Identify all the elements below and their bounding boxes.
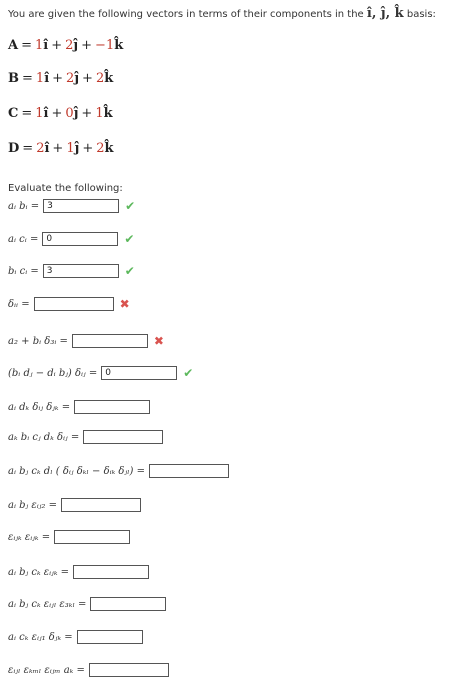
vector-eq: = xyxy=(21,38,32,53)
question-row xyxy=(8,264,135,278)
question-expression: aᵢ bᵢ = xyxy=(8,200,40,212)
vector-coef: 1 xyxy=(95,106,104,121)
vector-name: C xyxy=(8,106,19,121)
cross-icon: ✖ xyxy=(119,297,130,311)
question-row xyxy=(8,334,164,348)
basis-symbols: î, ĵ, k̂ xyxy=(366,6,404,21)
answer-input[interactable] xyxy=(73,565,149,579)
answer-input[interactable] xyxy=(74,400,150,414)
vector-coef: 2 xyxy=(66,71,75,86)
vector-c xyxy=(8,106,113,121)
question-expression: aᵢ bⱼ cₖ εᵢⱼₗ ε₃ₖₗ = xyxy=(8,598,87,610)
vector-coef: −1 xyxy=(95,38,115,53)
evaluate-label: Evaluate the following: xyxy=(8,183,123,194)
check-icon: ✔ xyxy=(124,264,135,278)
question-expression: aᵢ cᵢ = xyxy=(8,233,39,245)
intro-sentence: You are given the following vectors in terms of their components in the xyxy=(8,9,364,20)
question-row xyxy=(8,430,163,444)
answer-input[interactable] xyxy=(72,334,148,348)
vector-coef: 1 xyxy=(35,38,44,53)
vector-op: + xyxy=(81,106,93,121)
question-expression: aₖ bᵢ cⱼ dₖ δᵢⱼ = xyxy=(8,431,80,443)
answer-input[interactable] xyxy=(83,430,163,444)
vector-unit: k̂ xyxy=(104,71,114,86)
answer-input[interactable] xyxy=(77,630,143,644)
answer-input[interactable] xyxy=(89,663,169,677)
question-expression: εᵢⱼₖ εᵢⱼₖ = xyxy=(8,531,51,543)
vector-eq: = xyxy=(22,71,33,86)
vector-unit: k̂ xyxy=(103,106,113,121)
question-row xyxy=(8,297,130,311)
question-row xyxy=(8,366,193,380)
vector-eq: = xyxy=(21,106,33,121)
vector-op: + xyxy=(52,141,64,156)
intro-text xyxy=(8,6,436,21)
question-row xyxy=(8,597,166,611)
answer-input[interactable]: 3 xyxy=(43,264,119,278)
question-expression: εᵢⱼₗ εₖₘₗ εᵢⱼₘ aₖ = xyxy=(8,664,85,676)
answer-input[interactable] xyxy=(54,530,130,544)
question-row xyxy=(8,232,134,246)
vector-unit: k̂ xyxy=(114,38,124,53)
answer-input[interactable] xyxy=(90,597,166,611)
question-row xyxy=(8,464,229,478)
check-icon: ✔ xyxy=(125,199,136,213)
answer-input[interactable]: 0 xyxy=(42,232,118,246)
vector-a xyxy=(8,38,123,53)
cross-icon: ✖ xyxy=(153,334,164,348)
vector-unit: î xyxy=(43,106,49,121)
check-icon: ✔ xyxy=(183,366,194,380)
vector-b xyxy=(8,71,113,86)
vector-coef: 0 xyxy=(65,106,74,121)
answer-input[interactable]: 0 xyxy=(101,366,177,380)
vector-name: A xyxy=(8,38,19,53)
vector-coef: 1 xyxy=(35,71,45,86)
vector-coef: 2 xyxy=(95,71,105,86)
vector-unit: k̂ xyxy=(104,141,114,156)
check-icon: ✔ xyxy=(124,232,135,246)
vector-op: + xyxy=(51,106,63,121)
vector-unit: ĵ xyxy=(74,141,80,156)
question-expression: aᵢ bⱼ εᵢⱼ₂ = xyxy=(8,499,57,511)
vector-unit: ĵ xyxy=(74,71,80,86)
vector-op: + xyxy=(82,71,93,86)
question-expression: (bᵢ dⱼ − dᵢ bⱼ) δᵢⱼ = xyxy=(8,367,98,379)
vector-unit: î xyxy=(43,38,49,53)
answer-input[interactable] xyxy=(149,464,229,478)
vector-op: + xyxy=(81,38,93,53)
vector-unit: î xyxy=(44,71,50,86)
question-expression: aᵢ bⱼ cₖ εᵢⱼₖ = xyxy=(8,566,70,578)
question-row xyxy=(8,565,149,579)
question-row xyxy=(8,630,143,644)
question-expression: aᵢ dₖ δᵢⱼ δⱼₖ = xyxy=(8,401,71,413)
vector-name: B xyxy=(8,71,19,86)
vector-coef: 2 xyxy=(65,38,74,53)
question-row xyxy=(8,498,141,512)
vector-coef: 2 xyxy=(96,141,105,156)
question-row xyxy=(8,199,135,213)
question-expression: δᵢᵢ = xyxy=(8,298,30,310)
intro-suffix: basis: xyxy=(406,9,436,20)
vector-unit: î xyxy=(44,141,50,156)
question-expression: bᵢ cᵢ = xyxy=(8,265,39,277)
vector-op: + xyxy=(51,38,63,53)
question-expression: aᵢ bⱼ cₖ dₗ ( δᵢⱼ δₖₗ − δᵢₖ δⱼₗ) = xyxy=(8,465,145,477)
vector-unit: ĵ xyxy=(73,38,79,53)
vector-coef: 1 xyxy=(35,106,44,121)
vector-op: + xyxy=(82,141,94,156)
vector-d xyxy=(8,141,114,156)
question-row xyxy=(8,400,150,414)
vector-coef: 1 xyxy=(66,141,75,156)
answer-input[interactable] xyxy=(34,297,114,311)
vector-eq: = xyxy=(22,141,34,156)
question-row xyxy=(8,663,169,677)
answer-input[interactable]: 3 xyxy=(43,199,119,213)
vector-coef: 2 xyxy=(36,141,45,156)
answer-input[interactable] xyxy=(61,498,141,512)
vector-unit: ĵ xyxy=(73,106,79,121)
question-row xyxy=(8,530,130,544)
vector-op: + xyxy=(52,71,64,86)
question-expression: a₂ + bᵢ δ₃ᵢ = xyxy=(8,335,68,347)
vector-name: D xyxy=(8,141,20,156)
question-expression: aᵢ cₖ εᵢⱼ₁ δⱼₖ = xyxy=(8,631,73,643)
